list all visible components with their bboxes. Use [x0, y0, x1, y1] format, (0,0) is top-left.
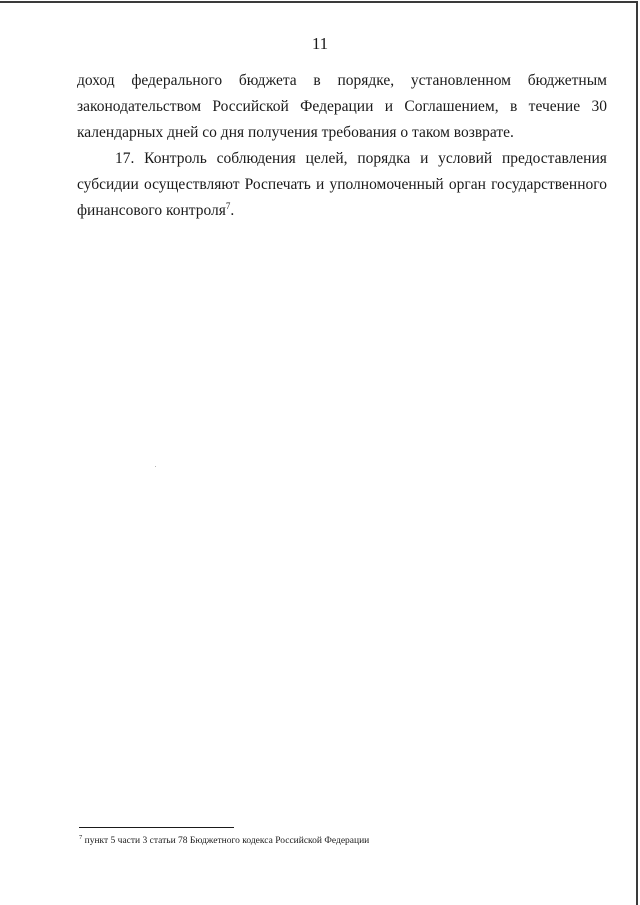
paragraph-line: [77, 94, 607, 120]
paragraph-line: [77, 172, 607, 198]
word: порядке,: [337, 72, 395, 89]
scan-speck: [155, 466, 156, 467]
word: Федерации: [300, 98, 374, 115]
paragraph-last-line: [77, 198, 607, 224]
word: субсидии: [77, 176, 139, 193]
section-number: 17.: [115, 150, 135, 167]
word: установленном: [410, 72, 511, 89]
paragraph-line: [77, 146, 607, 172]
word: орган: [448, 176, 486, 193]
scan-frame-right-edge: [636, 1, 638, 905]
word: Роспечать: [244, 176, 311, 193]
word: бюджета: [238, 72, 297, 89]
word: доход: [77, 72, 115, 89]
word: и: [315, 176, 325, 193]
word: осуществляют: [143, 176, 240, 193]
footnote-text: пункт 5 части 3 статьи 78 Бюджетного кодекса Российской Федерации: [82, 836, 370, 846]
word: и: [420, 150, 429, 167]
page-number: 11: [311, 34, 329, 53]
word: целей,: [305, 150, 348, 167]
word: Соглашением,: [404, 98, 499, 115]
word: порядка: [357, 150, 411, 167]
scan-frame-top-edge: [0, 1, 637, 3]
word: 30: [591, 98, 607, 115]
word: предоставления: [501, 150, 607, 167]
section-17-paragraph: [77, 146, 607, 224]
word: условий: [438, 150, 493, 167]
footnote: [79, 834, 369, 848]
word: течение: [528, 98, 581, 115]
word: Российской: [212, 98, 289, 115]
word: бюджетным: [527, 72, 607, 89]
word: Контроль: [144, 150, 207, 167]
word: в: [509, 98, 518, 115]
line-text: финансового контроля: [77, 202, 226, 219]
line-end-punctuation: .: [230, 202, 235, 219]
paragraph-last-line: календарных дней со дня получения требования о таком возврате.: [77, 124, 514, 141]
continuation-paragraph: [77, 68, 607, 146]
paragraph-line: [77, 68, 607, 94]
word: государственного: [491, 176, 607, 193]
word: и: [384, 98, 394, 115]
word: соблюдения: [216, 150, 296, 167]
word: федерального: [131, 72, 223, 89]
word: в: [313, 72, 321, 89]
footnote-separator: [79, 827, 234, 828]
word: уполномоченный: [329, 176, 444, 193]
word: законодательством: [77, 98, 202, 115]
footnote-marker: 7: [79, 833, 83, 841]
footnote-reference[interactable]: 7: [225, 200, 231, 211]
